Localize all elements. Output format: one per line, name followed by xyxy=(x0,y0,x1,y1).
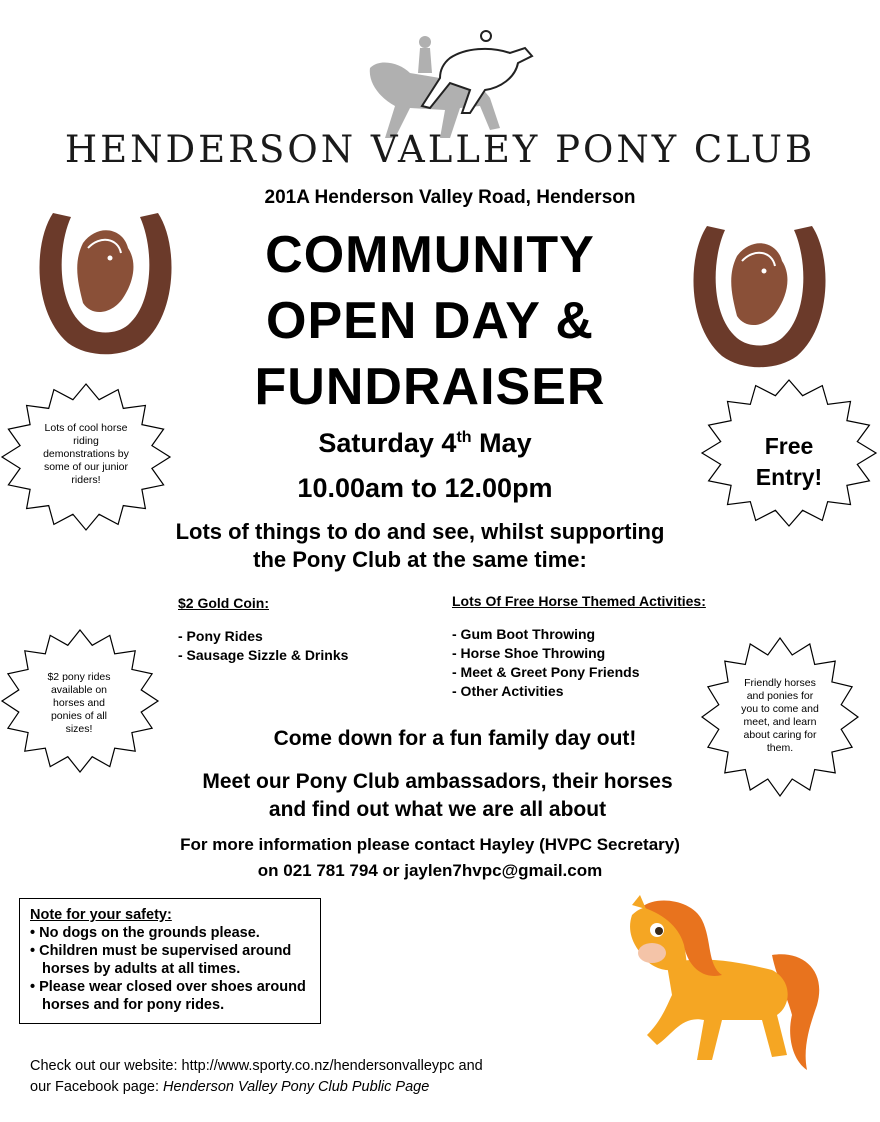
meet-line-1: Meet our Pony Club ambassadors, their horses xyxy=(202,770,673,793)
burst-pony-rides-text: $2 pony rides available on horses and ponies of all sizes! xyxy=(47,671,111,735)
list-item: - Meet & Greet Pony Friends xyxy=(452,664,640,680)
horseshoe-left-image xyxy=(28,203,183,358)
date-suffix-sup: th xyxy=(456,429,472,446)
club-name: HENDERSON VALLEY PONY CLUB xyxy=(64,128,816,171)
list-item: • Please wear closed over shoes around horses and for pony rides. xyxy=(30,979,306,1013)
safety-note-box xyxy=(19,898,321,1024)
website-line-1[interactable]: Check out our website: http://www.sporty.co.nz/hendersonvalleypc and xyxy=(30,1058,483,1074)
list-item: - Gum Boot Throwing xyxy=(452,626,596,642)
come-down-text: Come down for a fun family day out! xyxy=(273,727,637,750)
contact-info xyxy=(0,832,860,884)
list-item: - Pony Rides xyxy=(178,628,263,644)
cartoon-pony-image xyxy=(612,895,832,1077)
list-item: - Other Activities xyxy=(452,683,564,699)
free-activities-heading: Lots Of Free Horse Themed Activities: xyxy=(452,593,706,609)
burst-free-entry-text: Free Entry! xyxy=(755,433,823,490)
event-time: 10.00am to 12.00pm xyxy=(297,473,553,503)
facebook-page-link[interactable]: Henderson Valley Pony Club Public Page xyxy=(163,1079,430,1095)
list-item: - Horse Shoe Throwing xyxy=(452,645,606,661)
headline-line-1: COMMUNITY xyxy=(265,226,595,284)
burst-friendly-text: Friendly horses and ponies for you to come and meet, and learn about caring for them. xyxy=(741,677,819,754)
list-item: • Children must be supervised around horses by adults at all times. xyxy=(30,943,292,977)
gold-coin-heading: $2 Gold Coin: xyxy=(178,595,269,611)
headline-line-2: OPEN DAY & xyxy=(266,292,594,350)
gold-coin-section xyxy=(178,595,418,665)
contact-line-1: For more information please contact Hayley (HVPC Secretary) xyxy=(180,835,680,854)
website-line-2 xyxy=(30,1077,590,1098)
headline-line-3: FUNDRAISER xyxy=(254,358,606,416)
meet-line-2: and find out what we are all about xyxy=(268,798,607,821)
contact-line-2: on 021 781 794 or jaylen7hvpc@gmail.com xyxy=(257,861,603,880)
list-item: • No dogs on the grounds please. xyxy=(30,925,260,941)
date-prefix: Saturday 4 xyxy=(318,428,457,458)
safety-heading: Note for your safety: xyxy=(30,907,172,923)
date-month: May xyxy=(471,428,532,458)
burst-demos-text: Lots of cool horse riding demonstrations by some of our junior riders! xyxy=(43,422,129,486)
event-headline xyxy=(210,222,650,420)
meet-ambassadors-text xyxy=(0,768,875,824)
intro-line-2: the Pony Club at the same time: xyxy=(253,547,587,572)
intro-line-1: Lots of things to do and see, whilst supporting xyxy=(175,519,665,544)
facebook-label: our Facebook page: xyxy=(30,1079,164,1095)
list-item: - Sausage Sizzle & Drinks xyxy=(178,647,349,663)
website-info xyxy=(30,1056,590,1098)
address: 201A Henderson Valley Road, Henderson xyxy=(264,187,636,208)
horseshoe-right-image xyxy=(682,216,837,371)
